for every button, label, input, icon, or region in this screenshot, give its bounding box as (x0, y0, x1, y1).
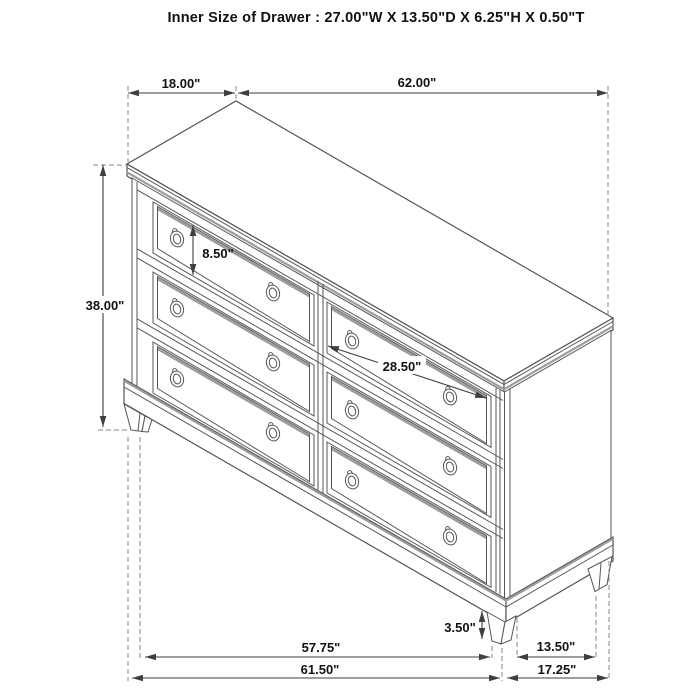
dim-label-drawer-height: 8.50" (202, 246, 234, 261)
dim-label-side-depth-legs: 13.50" (536, 639, 576, 654)
diagram-title: Inner Size of Drawer : 27.00"W X 13.50"D X 6.25"H X 0.50"T (167, 10, 585, 26)
dim-label-side-depth-base: 17.25" (537, 662, 577, 677)
dim-label-leg-height: 3.50" (444, 620, 476, 635)
dim-label-overall-height: 38.00" (85, 298, 125, 313)
dim-label-top-width: 62.00" (397, 75, 437, 90)
dim-label-drawer-diagonal: 28.50" (382, 359, 422, 374)
dim-label-top-depth: 18.00" (161, 76, 201, 91)
dresser-illustration (124, 101, 613, 644)
dim-label-front-width-legs: 57.75" (301, 640, 341, 655)
dim-label-front-width-base: 61.50" (300, 662, 340, 677)
